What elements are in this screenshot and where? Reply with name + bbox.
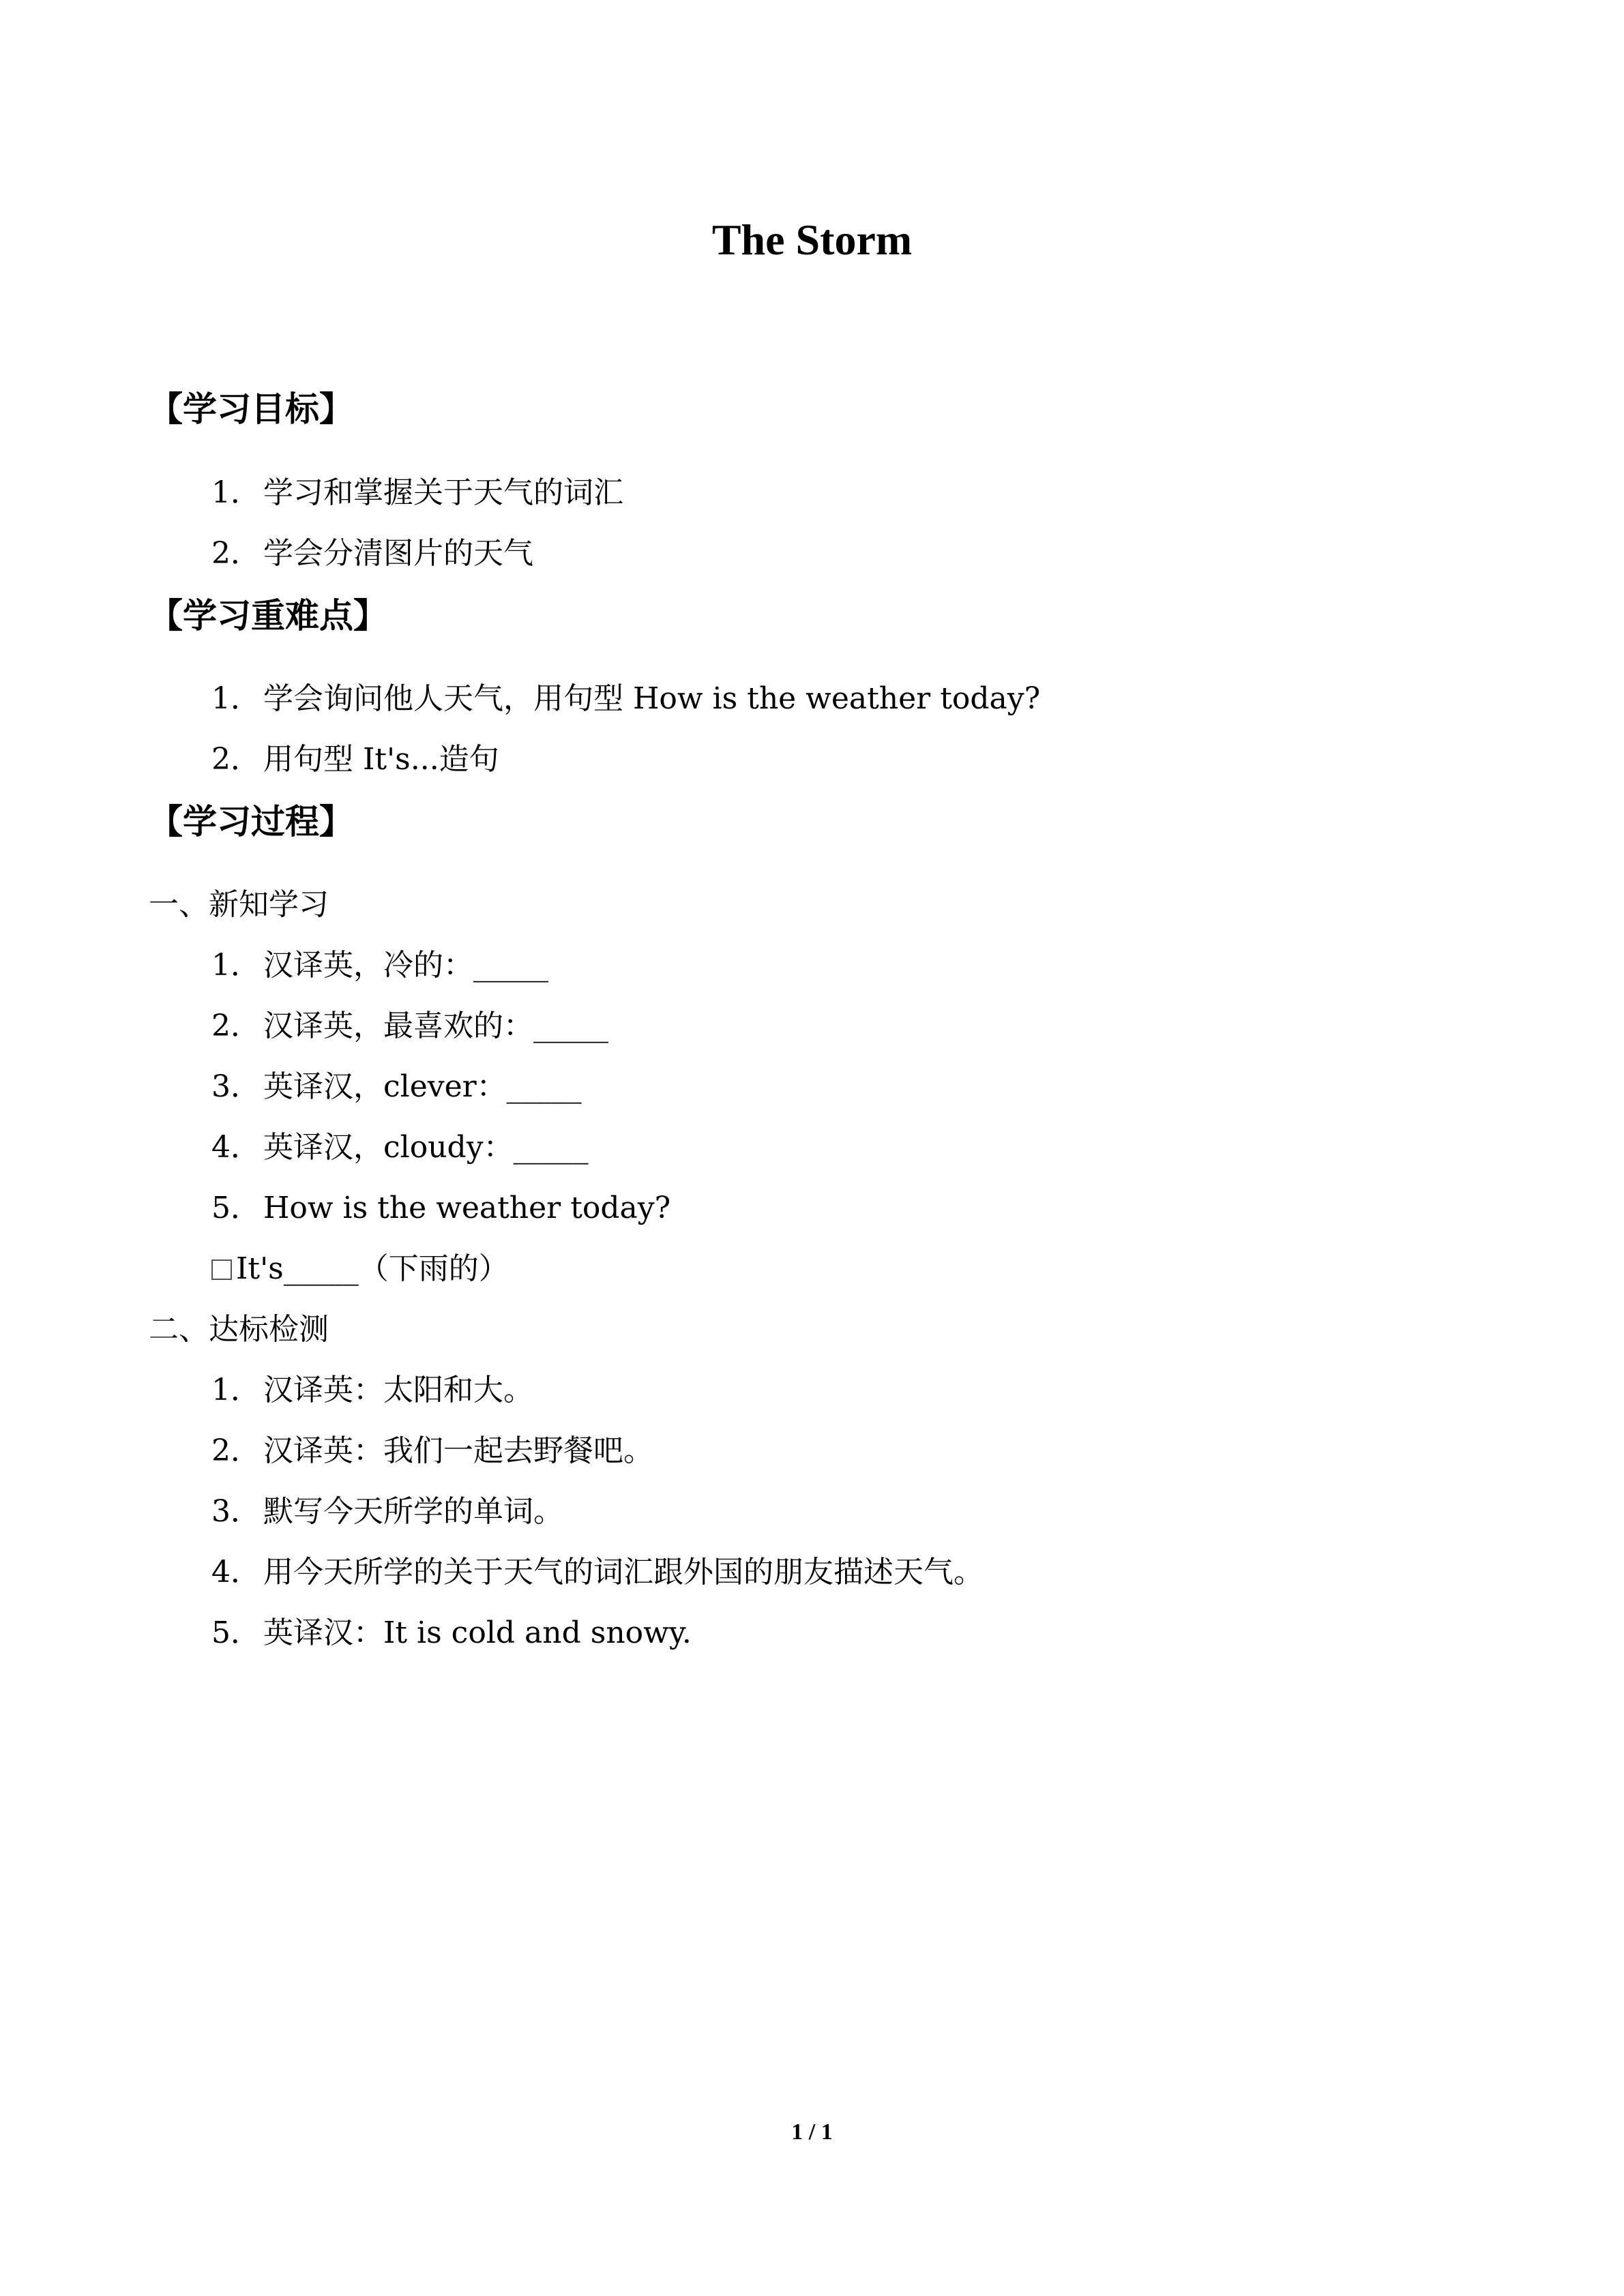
item-number: 1． — [211, 948, 261, 983]
item-number: 3． — [211, 1494, 261, 1529]
document-title: The Storm — [711, 215, 913, 264]
part-label-assessment: 二、达标检测 — [149, 1312, 329, 1347]
page-number: 1 / 1 — [791, 2119, 833, 2145]
goal-item — [211, 533, 533, 574]
item-text: How is the weather today? — [263, 1191, 671, 1225]
part-label-new-knowledge: 一、新知学习 — [149, 887, 329, 922]
key-point-item — [211, 679, 1040, 719]
item-text: 英译汉，clever：_____ — [263, 1069, 582, 1104]
goal-item — [211, 473, 623, 513]
item-text: 用句型 It's...造句 — [263, 742, 499, 777]
answer-line — [211, 1249, 509, 1289]
item-number: 2． — [211, 742, 261, 777]
item-text: 用今天所学的关于天气的词汇跟外国的朋友描述天气。 — [263, 1555, 984, 1590]
item-text: 学习和掌握关于天气的词汇 — [263, 475, 623, 510]
item-number: 2． — [211, 536, 261, 571]
item-text: 英译汉，cloudy：_____ — [263, 1130, 589, 1165]
item-number: 3． — [211, 1069, 261, 1104]
exercise-item — [211, 945, 548, 986]
assessment-item — [211, 1491, 563, 1532]
item-text: 汉译英：我们一起去野餐吧。 — [263, 1433, 653, 1468]
item-number: 4． — [211, 1555, 261, 1590]
assessment-item — [211, 1370, 533, 1411]
section-heading-key-points: 【学习重难点】 — [149, 596, 387, 636]
assessment-item — [211, 1552, 984, 1593]
answer-text: It's_____（下雨的） — [236, 1251, 509, 1286]
item-text: 英译汉：It is cold and snowy. — [263, 1615, 692, 1650]
item-text: 汉译英：太阳和大。 — [263, 1373, 533, 1407]
item-number: 1． — [211, 475, 261, 510]
section-heading-goals: 【学习目标】 — [149, 389, 353, 429]
exercise-item — [211, 1127, 589, 1168]
item-text: 学会分清图片的天气 — [263, 536, 533, 571]
exercise-item — [211, 1188, 670, 1229]
section-heading-process: 【学习过程】 — [149, 802, 353, 841]
exercise-item — [211, 1067, 582, 1107]
item-text: 汉译英，冷的：_____ — [263, 948, 548, 983]
item-number: 2． — [211, 1009, 261, 1043]
item-number: 4． — [211, 1130, 261, 1165]
item-text: 默写今天所学的单词。 — [263, 1494, 563, 1529]
key-point-item — [211, 739, 499, 780]
item-text: 学会询问他人天气，用句型 How is the weather today? — [263, 681, 1041, 716]
checkbox-icon — [211, 1259, 232, 1280]
item-number: 1． — [211, 1373, 261, 1407]
item-text: 汉译英，最喜欢的：_____ — [263, 1009, 608, 1043]
item-number: 1． — [211, 681, 261, 716]
item-number: 2． — [211, 1433, 261, 1468]
item-number: 5． — [211, 1615, 261, 1650]
assessment-item — [211, 1613, 692, 1654]
item-number: 5． — [211, 1191, 261, 1225]
exercise-item — [211, 1006, 608, 1047]
assessment-item — [211, 1431, 653, 1472]
